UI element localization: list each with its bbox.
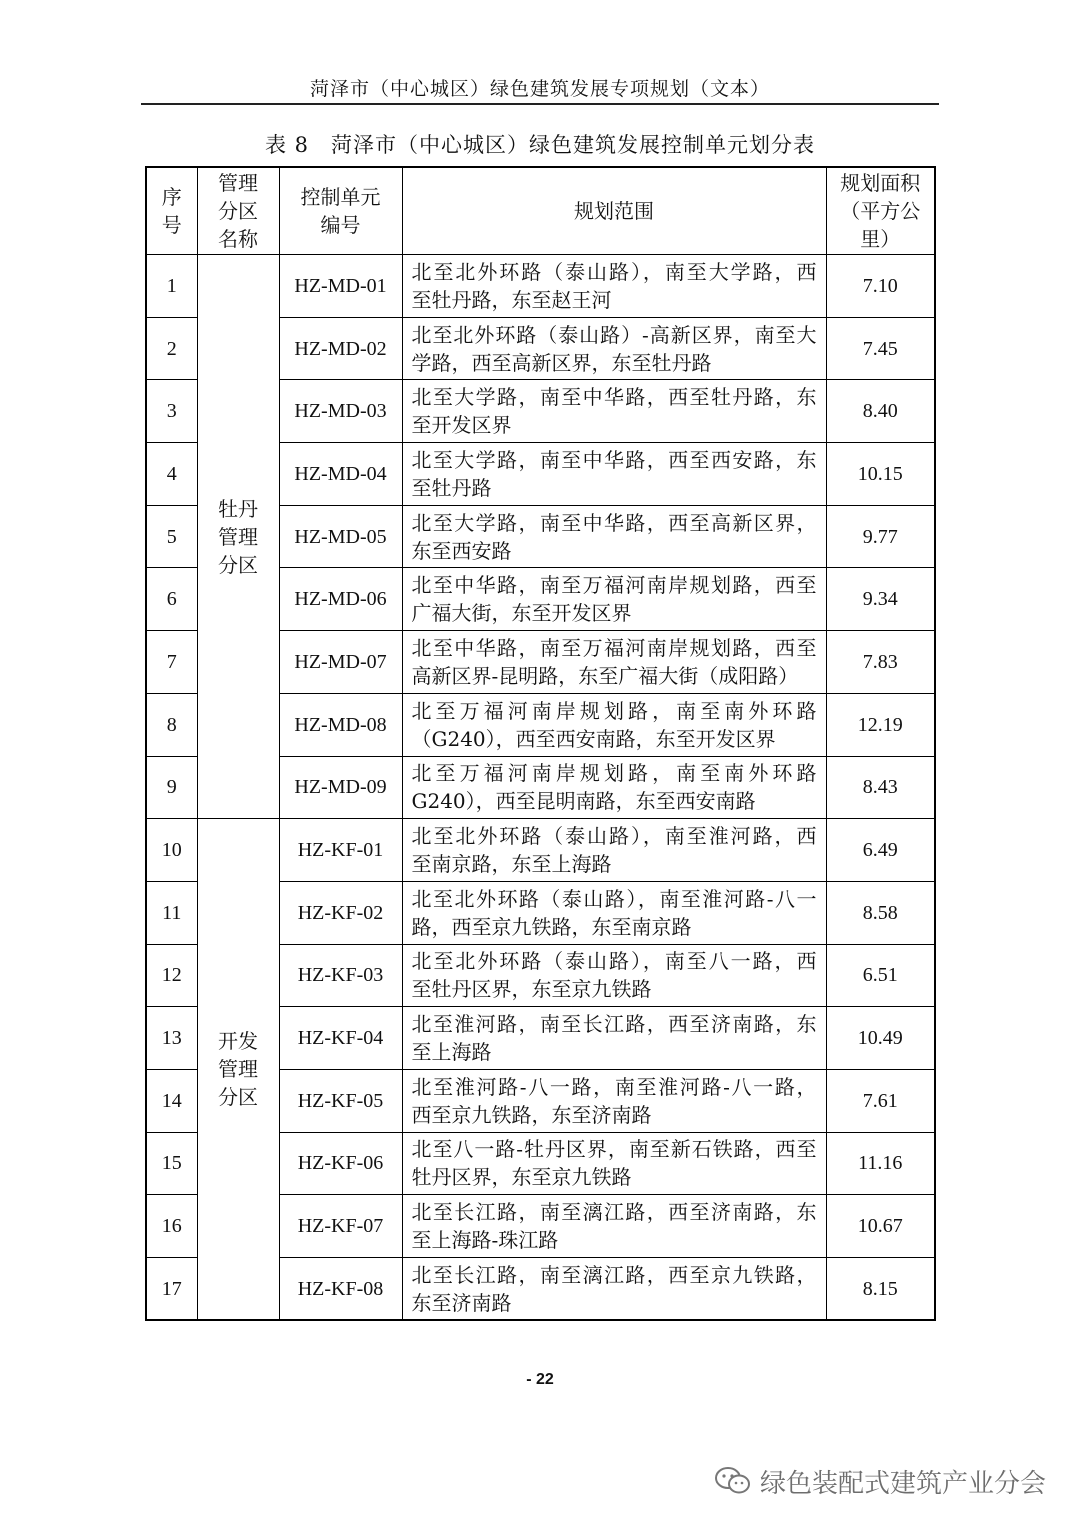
range-line: 北至大学路，南至中华路，西至西安路，东	[411, 447, 817, 472]
table-title: 表 8 菏泽市（中心城区）绿色建筑发展控制单元划分表	[264, 133, 816, 157]
cell-seq: 2	[146, 317, 197, 380]
range-line: 路，西至京九铁路，东至南京路	[411, 914, 692, 939]
cell-unit-code: HZ-MD-05	[279, 505, 402, 568]
range-line: G240），西至昆明南路，东至西安南路	[411, 789, 756, 814]
watermark	[714, 1463, 1046, 1499]
zone-name-line: 开发	[218, 1029, 258, 1054]
table-row	[146, 819, 935, 882]
cell-planning-range	[402, 443, 826, 506]
range-line: 北至淮河路，南至长江路，西至济南路，东	[411, 1012, 817, 1037]
cell-area: 7.45	[826, 317, 935, 380]
range-line: 至上海路	[411, 1040, 492, 1065]
cell-unit-code: HZ-MD-07	[279, 631, 402, 694]
cell-unit-code: HZ-KF-06	[279, 1132, 402, 1195]
cell-unit-code: HZ-MD-01	[279, 255, 402, 318]
range-line: 北至长江路，南至漓江路，西至京九铁路，	[411, 1262, 817, 1287]
control-unit-table	[145, 166, 936, 1321]
range-line: 高新区界-昆明路，东至广福大街（成阳路）	[411, 663, 799, 688]
cell-area: 9.77	[826, 505, 935, 568]
table-body	[146, 255, 935, 1321]
range-line: 至上海路-珠江路	[411, 1228, 559, 1253]
header-seq: 序 号	[146, 167, 197, 255]
cell-planning-range	[402, 255, 826, 318]
header-area: 规划面积 （平方公 里）	[826, 167, 935, 255]
range-line: 北至大学路，南至中华路，西至牡丹路，东	[411, 385, 817, 410]
cell-unit-code: HZ-MD-08	[279, 693, 402, 756]
cell-area: 10.15	[826, 443, 935, 506]
cell-seq: 4	[146, 443, 197, 506]
range-line: 北至中华路，南至万福河南岸规划路，西至	[411, 635, 817, 660]
zone-name-line: 牡丹	[218, 496, 258, 521]
cell-unit-code: HZ-KF-05	[279, 1069, 402, 1132]
cell-planning-range	[402, 756, 826, 819]
cell-planning-range	[402, 1007, 826, 1070]
cell-seq: 9	[146, 756, 197, 819]
cell-seq: 3	[146, 380, 197, 443]
watermark-text: 绿色装配式建筑产业分会	[759, 1468, 1046, 1499]
cell-unit-code: HZ-KF-07	[279, 1195, 402, 1258]
range-line: （G240），西至西安南路，东至开发区界	[411, 726, 776, 751]
range-line: 北至北外环路（泰山路），南至大学路，西	[411, 259, 817, 284]
cell-area: 7.83	[826, 631, 935, 694]
table-row	[146, 255, 935, 318]
cell-seq: 15	[146, 1132, 197, 1195]
cell-planning-range	[402, 631, 826, 694]
zone-name-line: 管理	[218, 1057, 258, 1082]
cell-unit-code: HZ-MD-03	[279, 380, 402, 443]
cell-area: 8.43	[826, 756, 935, 819]
cell-area: 6.51	[826, 944, 935, 1007]
cell-planning-range	[402, 819, 826, 882]
cell-zone-name	[197, 255, 279, 819]
range-line: 北至长江路，南至漓江路，西至济南路，东	[411, 1200, 817, 1225]
cell-planning-range	[402, 1195, 826, 1258]
cell-area: 12.19	[826, 693, 935, 756]
cell-area: 11.16	[826, 1132, 935, 1195]
range-line: 北至北外环路（泰山路），南至淮河路，西	[411, 824, 817, 849]
cell-zone-name	[197, 819, 279, 1321]
cell-unit-code: HZ-KF-04	[279, 1007, 402, 1070]
cell-area: 7.61	[826, 1069, 935, 1132]
cell-seq: 16	[146, 1195, 197, 1258]
cell-unit-code: HZ-KF-08	[279, 1258, 402, 1321]
header-range: 规划范围	[402, 167, 826, 255]
range-line: 至开发区界	[411, 413, 512, 438]
cell-seq: 5	[146, 505, 197, 568]
cell-planning-range	[402, 881, 826, 944]
cell-area: 7.10	[826, 255, 935, 318]
cell-unit-code: HZ-MD-04	[279, 443, 402, 506]
cell-seq: 14	[146, 1069, 197, 1132]
range-line: 至牡丹区界，东至京九铁路	[411, 977, 652, 1002]
cell-planning-range	[402, 317, 826, 380]
range-line: 北至大学路，南至中华路，西至高新区界，	[411, 510, 817, 535]
range-line: 至南京路，东至上海路	[411, 852, 612, 877]
wechat-icon	[714, 1465, 752, 1497]
cell-seq: 17	[146, 1258, 197, 1321]
range-line: 北至万福河南岸规划路，南至南外环路	[411, 761, 817, 786]
running-header: 菏泽市（中心城区）绿色建筑发展专项规划（文本）	[309, 78, 770, 100]
range-line: 东至济南路	[411, 1290, 512, 1315]
cell-planning-range	[402, 1069, 826, 1132]
cell-planning-range	[402, 944, 826, 1007]
cell-planning-range	[402, 1132, 826, 1195]
cell-area: 9.34	[826, 568, 935, 631]
cell-seq: 6	[146, 568, 197, 631]
range-line: 北至北外环路（泰山路）-高新区界，南至大	[411, 322, 817, 347]
range-line: 北至万福河南岸规划路，南至南外环路	[411, 698, 817, 723]
header-code: 控制单元 编号	[279, 167, 402, 255]
range-line: 北至八一路-牡丹区界，南至新石铁路，西至	[411, 1137, 817, 1162]
cell-seq: 1	[146, 255, 197, 318]
cell-area: 8.40	[826, 380, 935, 443]
range-line: 北至中华路，南至万福河南岸规划路，西至	[411, 573, 817, 598]
zone-name-line: 分区	[218, 1085, 258, 1110]
cell-planning-range	[402, 380, 826, 443]
cell-unit-code: HZ-KF-03	[279, 944, 402, 1007]
cell-area: 10.49	[826, 1007, 935, 1070]
cell-planning-range	[402, 693, 826, 756]
range-line: 西至京九铁路，东至济南路	[411, 1102, 652, 1127]
cell-area: 10.67	[826, 1195, 935, 1258]
range-line: 北至北外环路（泰山路），南至八一路，西	[411, 949, 817, 974]
range-line: 广福大街，东至开发区界	[411, 601, 632, 626]
cell-seq: 13	[146, 1007, 197, 1070]
range-line: 牡丹区界，东至京九铁路	[411, 1165, 632, 1190]
range-line: 北至北外环路（泰山路），南至淮河路-八一	[411, 886, 817, 911]
cell-area: 8.15	[826, 1258, 935, 1321]
cell-unit-code: HZ-MD-02	[279, 317, 402, 380]
cell-planning-range	[402, 1258, 826, 1321]
cell-area: 8.58	[826, 881, 935, 944]
zone-name-line: 分区	[218, 552, 258, 577]
cell-planning-range	[402, 568, 826, 631]
range-line: 学路，西至高新区界，东至牡丹路	[411, 350, 712, 375]
table-header-row	[146, 167, 935, 255]
cell-seq: 11	[146, 881, 197, 944]
cell-seq: 12	[146, 944, 197, 1007]
cell-unit-code: HZ-KF-01	[279, 819, 402, 882]
cell-planning-range	[402, 505, 826, 568]
cell-unit-code: HZ-KF-02	[279, 881, 402, 944]
range-line: 东至西安路	[411, 538, 512, 563]
zone-name-line: 管理	[218, 524, 258, 549]
range-line: 至牡丹路，东至赵王河	[411, 287, 612, 312]
cell-area: 6.49	[826, 819, 935, 882]
range-line: 北至淮河路-八一路，南至淮河路-八一路，	[411, 1074, 817, 1099]
page-number: - 22	[526, 1371, 554, 1388]
cell-seq: 10	[146, 819, 197, 882]
header-zone: 管理 分区 名称	[197, 167, 279, 255]
cell-seq: 7	[146, 631, 197, 694]
cell-unit-code: HZ-MD-09	[279, 756, 402, 819]
header-rule	[141, 103, 939, 105]
range-line: 至牡丹路	[411, 475, 492, 500]
cell-unit-code: HZ-MD-06	[279, 568, 402, 631]
cell-seq: 8	[146, 693, 197, 756]
